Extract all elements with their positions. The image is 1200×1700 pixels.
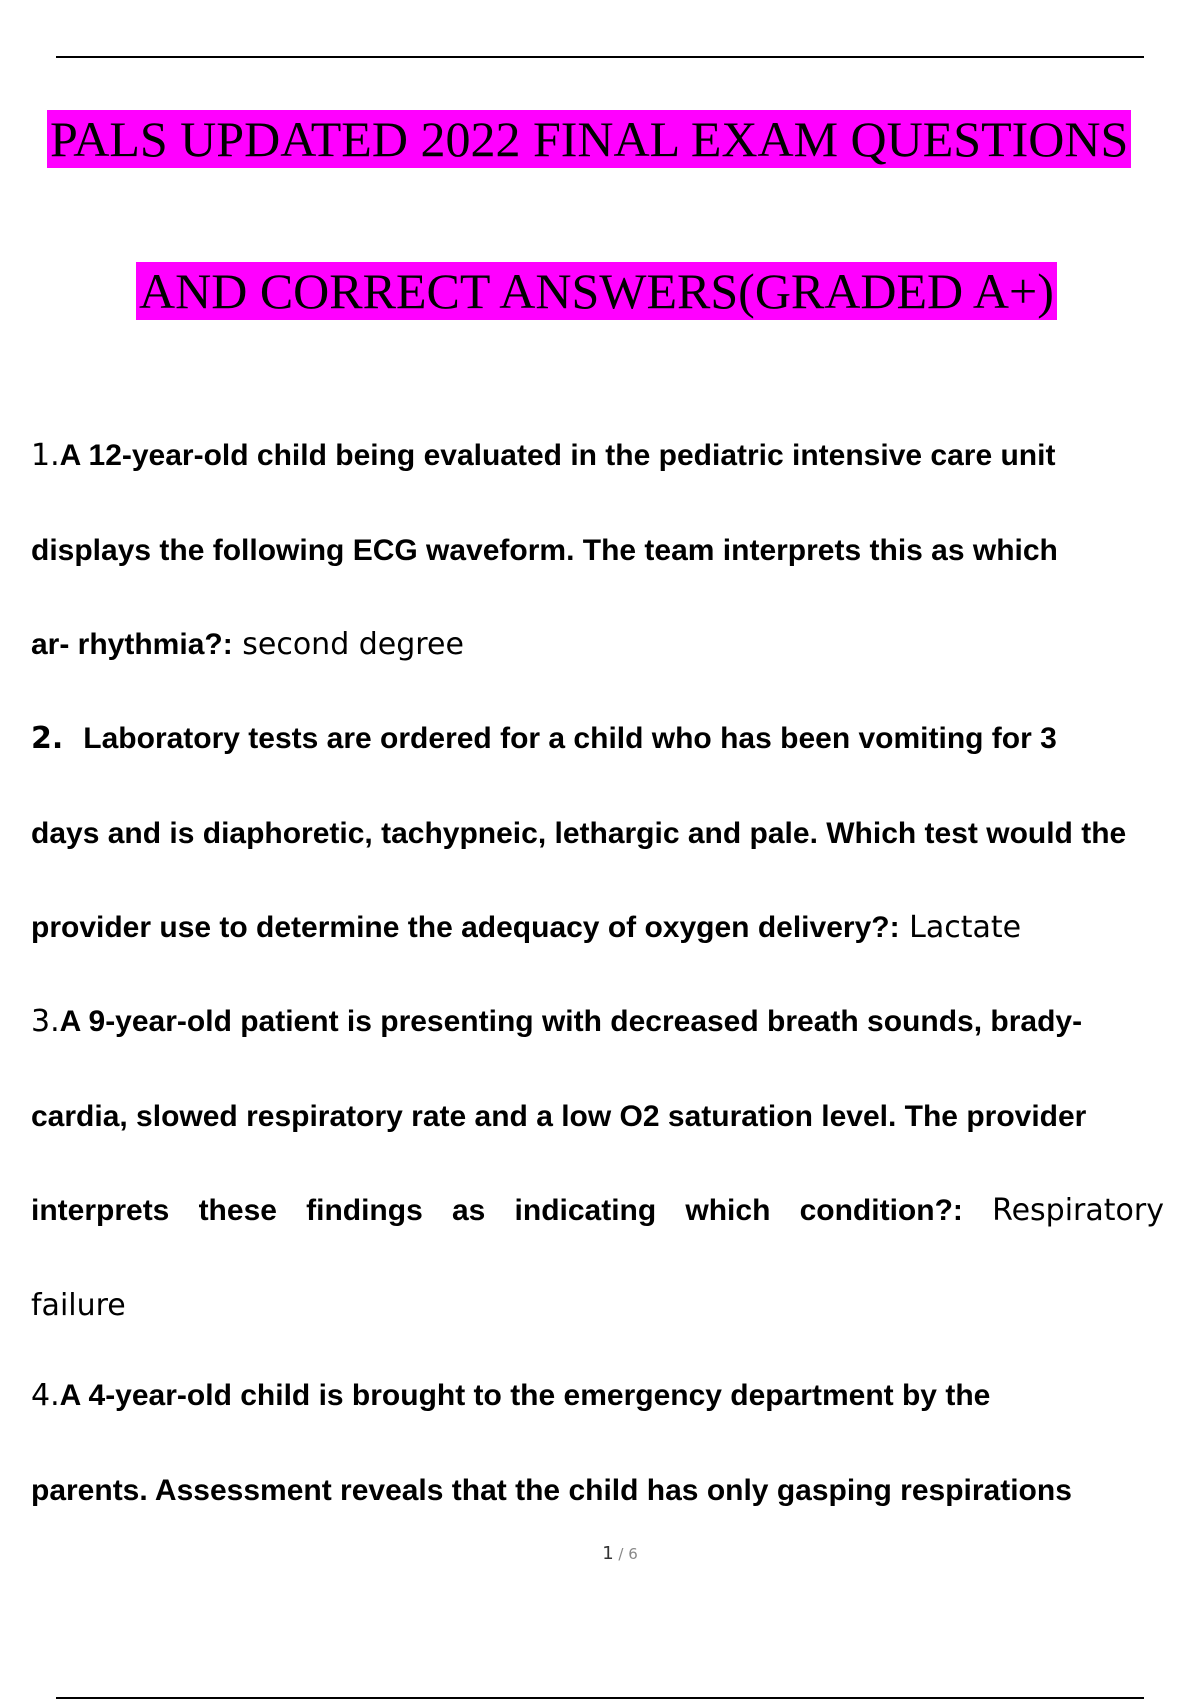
question-text-line: cardia, slowed respiratory rate and a low O2 saturation level. The provider (31, 1099, 1087, 1133)
question-2 (31, 692, 1126, 976)
word: findings (306, 1194, 423, 1227)
question-text-line: A 12-year-old child being evaluated in the pediatric intensive care unit (59, 439, 1056, 472)
page-number (0, 1543, 1200, 1564)
question-4 (31, 1349, 1072, 1538)
word: interprets (31, 1194, 170, 1227)
question-text-line: ar- rhythmia?: (31, 628, 233, 661)
page-current: 1 (602, 1543, 614, 1564)
question-text-line: days and is diaphoretic, tachypneic, lethargic and pale. Which test would the (31, 816, 1127, 850)
question-number: 2. (31, 721, 64, 756)
document-title-line-1: PALS UPDATED 2022 FINAL EXAM QUESTIONS (47, 110, 1131, 168)
page-total: / 6 (613, 1545, 638, 1563)
question-number: 1. (31, 438, 60, 473)
document-title-line-2: AND CORRECT ANSWERS(GRADED A+) (136, 262, 1057, 320)
word: these (198, 1194, 277, 1227)
question-text-line: A 9-year-old patient is presenting with decreased breath sounds, brady- (59, 1005, 1083, 1038)
answer-text: Lactate (899, 910, 1022, 945)
question-text-line: Laboratory tests are ordered for a child who has been vomiting for 3 (83, 722, 1057, 755)
question-number: 4. (31, 1378, 60, 1413)
question-text-line: displays the following ECG waveform. The team interprets this as which (31, 533, 1058, 567)
word: as (451, 1194, 486, 1227)
question-text-justified-line (31, 1164, 1164, 1259)
answer-text: second degree (232, 627, 464, 662)
word: which (685, 1194, 771, 1227)
word: condition?: (799, 1194, 963, 1227)
question-3 (31, 975, 1164, 1353)
word: indicating (514, 1194, 657, 1227)
question-text-line: provider use to determine the adequacy of oxygen delivery?: (31, 911, 900, 944)
question-1 (31, 409, 1058, 693)
question-text-line: parents. Assessment reveals that the child has only gasping respirations (31, 1473, 1072, 1507)
question-text-line: A 4-year-old child is brought to the emergency department by the (59, 1379, 991, 1412)
bottom-rule (56, 1697, 1144, 1699)
answer-text: Respiratory (992, 1193, 1164, 1228)
question-number: 3. (31, 1004, 60, 1039)
top-rule (56, 56, 1144, 58)
answer-text: failure (31, 1287, 126, 1323)
